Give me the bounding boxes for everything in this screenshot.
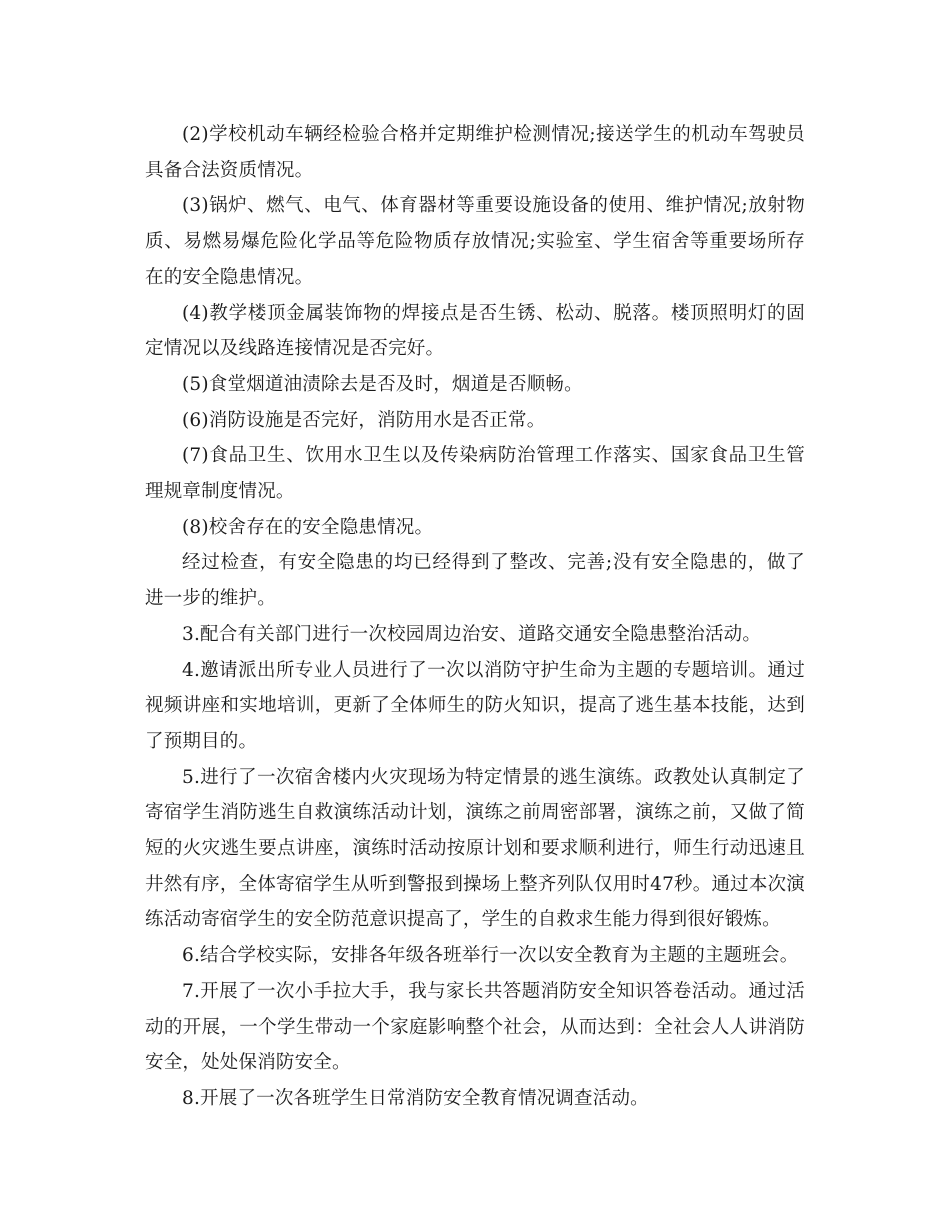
paragraph-section-7: 7.开展了一次小手拉大手，我与家长共答题消防安全知识答卷活动。通过活动的开展，一个学生带动一个家庭影响整个社会，从而达到：全社会人人讲消防安全，处处保消防安全。 [145, 980, 805, 1074]
paragraph-section-4: 4.邀请派出所专业人员进行了一次以消防守护生命为主题的专题培训。通过视频讲座和实地培训，更新了全体师生的防火知识，提高了逃生基本技能，达到了预期目的。 [145, 659, 805, 752]
paragraph-section-8: 8.开展了一次各班学生日常消防安全教育情况调查活动。 [182, 1087, 649, 1109]
paragraph-section-5: 5.进行了一次宿舍楼内火灾现场为特定情景的逃生演练。政教处认真制定了寄宿学生消防逃生自救演练活动计划，演练之前周密部署，演练之前，又做了简短的火灾逃生要点讲座，演练时活动按原计划和要求顺利进行，师生行动迅速且井然有序，全体寄宿学生从听到警报到操场上整齐列队仅用时47秒。通过本次演练活动寄宿学生的安全防范意识提高了，学生的自救求生能力得到很好锻炼。 [145, 766, 805, 931]
paragraph-section-3: 3.配合有关部门进行一次校园周边治安、道路交通安全隐患整治活动。 [182, 623, 762, 645]
paragraph-inspection-result: 经过检查，有安全隐患的均已经得到了整改、完善;没有安全隐患的，做了进一步的维护。 [145, 552, 805, 610]
paragraph-item-7: (7)食品卫生、饮用水卫生以及传染病防治管理工作落实、国家食品卫生管理规章制度情况。 [145, 445, 805, 503]
paragraph-item-2: (2)学校机动车辆经检验合格并定期维护检测情况;接送学生的机动车驾驶员具备合法资质情况。 [145, 124, 805, 181]
paragraph-item-3: (3)锅炉、燃气、电气、体育器材等重要设施设备的使用、维护情况;放射物质、易燃易爆危险化学品等危险物质存放情况;实验室、学生宿舍等重要场所存在的安全隐患情况。 [145, 195, 805, 288]
document-body [145, 117, 805, 1117]
paragraph-item-4: (4)教学楼顶金属装饰物的焊接点是否生锈、松动、脱落。楼顶照明灯的固定情况以及线路连接情况是否完好。 [145, 302, 805, 360]
paragraph-item-5: (5)食堂烟道油渍除去是否及时，烟道是否顺畅。 [182, 373, 583, 395]
paragraph-item-6: (6)消防设施是否完好，消防用水是否正常。 [182, 409, 546, 431]
paragraph-section-6: 6.结合学校实际，安排各年级各班举行一次以安全教育为主题的主题班会。 [182, 945, 799, 967]
paragraph-item-8: (8)校舍存在的安全隐患情况。 [182, 516, 434, 538]
